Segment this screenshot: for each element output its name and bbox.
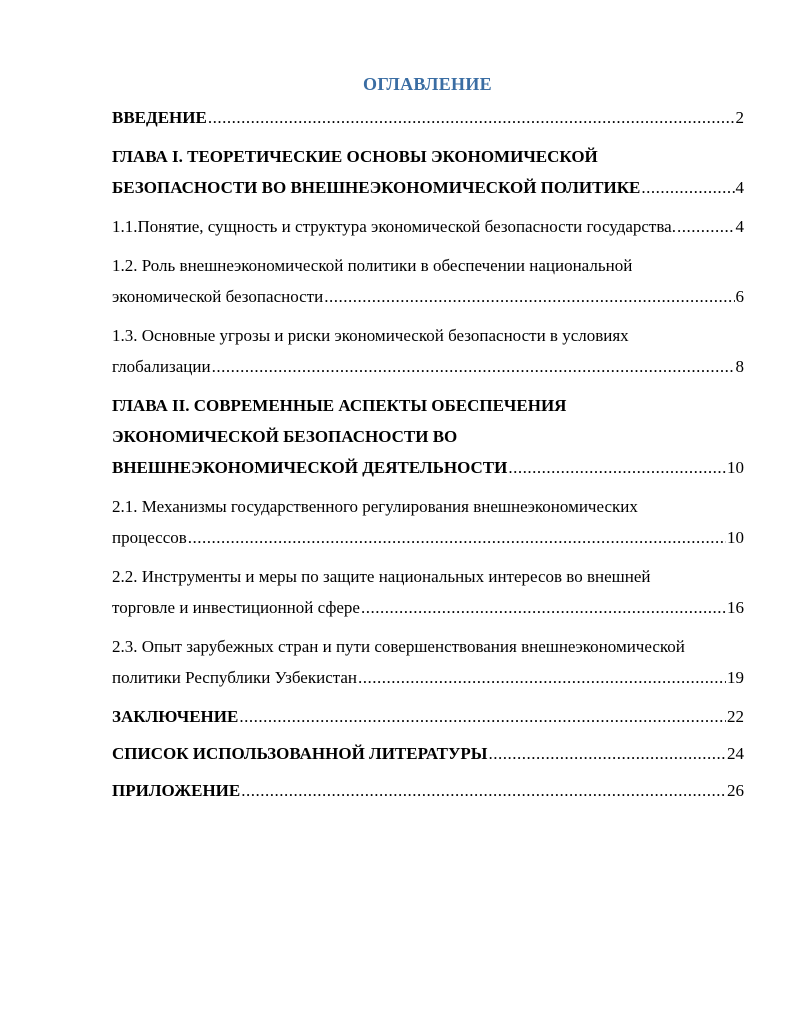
toc-entry-line: 2.3. Опыт зарубежных стран и пути совершенствования внешнеэкономической bbox=[112, 637, 685, 656]
dot-leader bbox=[508, 452, 726, 483]
dot-leader bbox=[208, 102, 735, 133]
toc-entry-line bbox=[112, 662, 744, 693]
toc-entry-section-1-1[interactable] bbox=[112, 211, 744, 242]
toc-entry-line bbox=[112, 102, 744, 133]
toc-entry-line: 2.2. Инструменты и меры по защите национальных интересов во внешней bbox=[112, 567, 651, 586]
toc-page-number: 10 bbox=[727, 458, 744, 477]
dot-leader bbox=[241, 775, 726, 806]
toc-entry-text: 1.1.Понятие, сущность и структура экономической безопасности государства. bbox=[112, 217, 676, 236]
toc-entry-line bbox=[112, 452, 744, 483]
dot-leader bbox=[641, 172, 734, 203]
toc-page-number: 22 bbox=[727, 707, 744, 726]
toc-entry-text: процессов bbox=[112, 528, 187, 547]
toc-page-number: 19 bbox=[727, 668, 744, 687]
toc-entry-text: политики Республики Узбекистан bbox=[112, 668, 358, 687]
toc-page-number: 4 bbox=[735, 178, 744, 197]
toc-entry-text: БЕЗОПАСНОСТИ ВО ВНЕШНЕЭКОНОМИЧЕСКОЙ ПОЛИТИКЕ bbox=[112, 178, 641, 197]
toc-entry-line bbox=[112, 172, 744, 203]
dot-leader bbox=[239, 701, 726, 732]
toc-page-number: 26 bbox=[727, 781, 744, 800]
dot-leader bbox=[324, 281, 734, 312]
toc-entry-line: 1.2. Роль внешнеэкономической политики в обеспечении национальной bbox=[112, 256, 633, 275]
toc-entry-text: СПИСОК ИСПОЛЬЗОВАННОЙ ЛИТЕРАТУРЫ bbox=[112, 744, 488, 763]
toc-entry-text: экономической безопасности bbox=[112, 287, 324, 306]
dot-leader bbox=[212, 351, 735, 382]
toc-entry-text: ВВЕДЕНИЕ bbox=[112, 108, 207, 127]
toc-entry-line bbox=[112, 701, 744, 732]
toc-entry-line: ЭКОНОМИЧЕСКОЙ БЕЗОПАСНОСТИ ВО bbox=[112, 427, 458, 446]
toc-page-number: 4 bbox=[735, 217, 744, 236]
dot-leader bbox=[677, 211, 735, 242]
toc-entry-section-2-2[interactable] bbox=[112, 561, 744, 623]
dot-leader bbox=[188, 522, 726, 553]
toc-entry-bibliography[interactable] bbox=[112, 738, 744, 769]
toc-page-number: 10 bbox=[727, 528, 744, 547]
toc-entry-introduction[interactable] bbox=[112, 102, 744, 133]
dot-leader bbox=[358, 662, 726, 693]
toc-title: ОГЛАВЛЕНИЕ bbox=[363, 74, 492, 94]
toc-page-number: 16 bbox=[727, 598, 744, 617]
toc-entry-text: ЗАКЛЮЧЕНИЕ bbox=[112, 707, 239, 726]
toc-entry-conclusion[interactable] bbox=[112, 701, 744, 732]
toc-entry-text: ВНЕШНЕЭКОНОМИЧЕСКОЙ ДЕЯТЕЛЬНОСТИ bbox=[112, 458, 508, 477]
toc-entry-section-2-3[interactable] bbox=[112, 631, 744, 693]
toc-entry-line bbox=[112, 522, 744, 553]
table-of-contents bbox=[112, 102, 744, 806]
toc-entry-line bbox=[112, 592, 744, 623]
toc-entry-line: ГЛАВА II. СОВРЕМЕННЫЕ АСПЕКТЫ ОБЕСПЕЧЕНИЯ bbox=[112, 396, 567, 415]
toc-page-number: 24 bbox=[727, 744, 744, 763]
toc-entry-line bbox=[112, 738, 744, 769]
toc-page-number: 8 bbox=[735, 357, 744, 376]
toc-entry-text: глобализации bbox=[112, 357, 211, 376]
toc-entry-chapter-2[interactable] bbox=[112, 390, 744, 483]
dot-leader bbox=[361, 592, 726, 623]
toc-entry-text: ПРИЛОЖЕНИЕ bbox=[112, 781, 241, 800]
toc-entry-appendix[interactable] bbox=[112, 775, 744, 806]
toc-entry-line: 2.1. Механизмы государственного регулирования внешнеэкономических bbox=[112, 497, 638, 516]
toc-entry-section-1-3[interactable] bbox=[112, 320, 744, 382]
dot-leader bbox=[489, 738, 727, 769]
toc-entry-text: торговле и инвестиционной сфере bbox=[112, 598, 360, 617]
toc-entry-line bbox=[112, 775, 744, 806]
toc-page-number: 2 bbox=[735, 108, 744, 127]
toc-entry-chapter-1[interactable] bbox=[112, 141, 744, 203]
toc-entry-section-1-2[interactable] bbox=[112, 250, 744, 312]
toc-page-number: 6 bbox=[735, 287, 744, 306]
toc-entry-section-2-1[interactable] bbox=[112, 491, 744, 553]
toc-entry-line: 1.3. Основные угрозы и риски экономической безопасности в условиях bbox=[112, 326, 629, 345]
toc-entry-line bbox=[112, 351, 744, 382]
toc-entry-line: ГЛАВА I. ТЕОРЕТИЧЕСКИЕ ОСНОВЫ ЭКОНОМИЧЕСКОЙ bbox=[112, 147, 598, 166]
toc-entry-line bbox=[112, 281, 744, 312]
toc-entry-line bbox=[112, 211, 744, 242]
